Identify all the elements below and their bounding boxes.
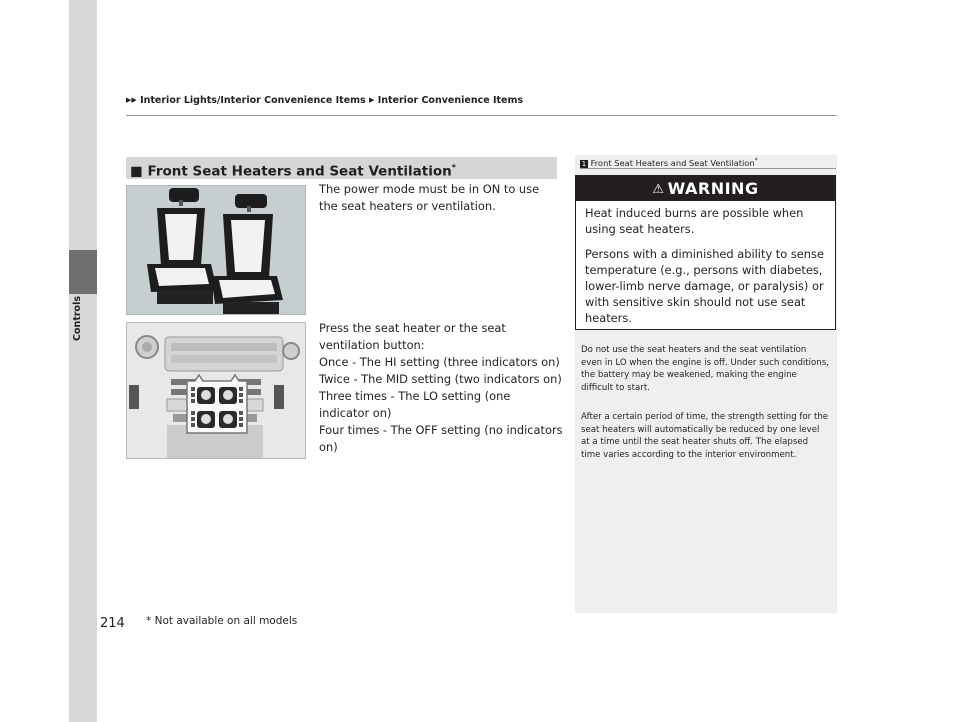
section-title-text: Front Seat Heaters and Seat Ventilation — [147, 163, 452, 180]
sidebar-title-rule — [580, 168, 836, 169]
section-bullet-icon: ■ — [130, 163, 143, 180]
front-seats-icon — [127, 186, 305, 314]
footnote: * Not available on all models — [146, 615, 298, 627]
warning-triangle-icon: ⚠ — [652, 182, 665, 197]
section-title — [126, 157, 557, 179]
breadcrumb-item-2[interactable]: Interior Convenience Items — [377, 95, 524, 106]
sidebar-link-icon: 1 — [581, 159, 587, 168]
sidebar-note-2: After a certain period of time, the strength setting for the seat heaters will automatically be reduced by one level at a time until the seat heater shuts off. The elapsed time varies according to the interior environment. — [581, 412, 829, 460]
seat-heater-control-panel-illustration — [126, 322, 306, 459]
breadcrumb-arrow-icon: ▶ — [369, 96, 375, 104]
instruction-lead: Press the seat heater or the seat ventilation button: — [319, 321, 506, 352]
warning-label: WARNING — [667, 179, 759, 198]
instructions — [319, 320, 564, 456]
section-title-asterisk: * — [451, 163, 456, 172]
chapter-label: Controls — [72, 296, 83, 341]
page-number: 214 — [100, 616, 125, 631]
instruction-twice: Twice - The MID setting (two indicators on) — [319, 372, 562, 386]
warning-text-2: Persons with a diminished ability to sense temperature (e.g., persons with diabetes, lower-limb nerve damage, or paralysis) or with sensitive skin should not use seat heaters. — [585, 247, 824, 325]
warning-header — [576, 176, 835, 201]
instruction-once: Once - The HI setting (three indicators on) — [319, 355, 560, 369]
warning-box — [575, 175, 836, 330]
header-rule — [126, 115, 837, 116]
warning-text-1: Heat induced burns are possible when using seat heaters. — [585, 206, 804, 236]
sidebar-title-asterisk: * — [754, 157, 758, 164]
breadcrumb-item-1[interactable]: Interior Lights/Interior Convenience Items — [140, 95, 366, 106]
front-seats-illustration — [126, 185, 306, 315]
sidebar-note-1: Do not use the seat heaters and the seat ventilation even in LO when the engine is off. Under such conditions, the battery may be weakened, making the engine difficult to start. — [581, 345, 829, 393]
instruction-three-times: Three times - The LO setting (one indicator on) — [319, 389, 511, 420]
breadcrumb — [126, 95, 523, 106]
instruction-four-times: Four times - The OFF setting (no indicators on) — [319, 423, 563, 454]
intro-text: The power mode must be in ON to use the seat heaters or ventilation. — [319, 182, 540, 213]
sidebar-title — [580, 157, 758, 168]
sidebar-title-text: Front Seat Heaters and Seat Ventilation — [590, 157, 755, 168]
control-panel-icon — [127, 323, 305, 458]
chapter-side-tab — [69, 0, 97, 722]
breadcrumb-arrow-icon: ▶▶ — [126, 96, 137, 104]
chapter-tab-marker — [69, 250, 97, 294]
